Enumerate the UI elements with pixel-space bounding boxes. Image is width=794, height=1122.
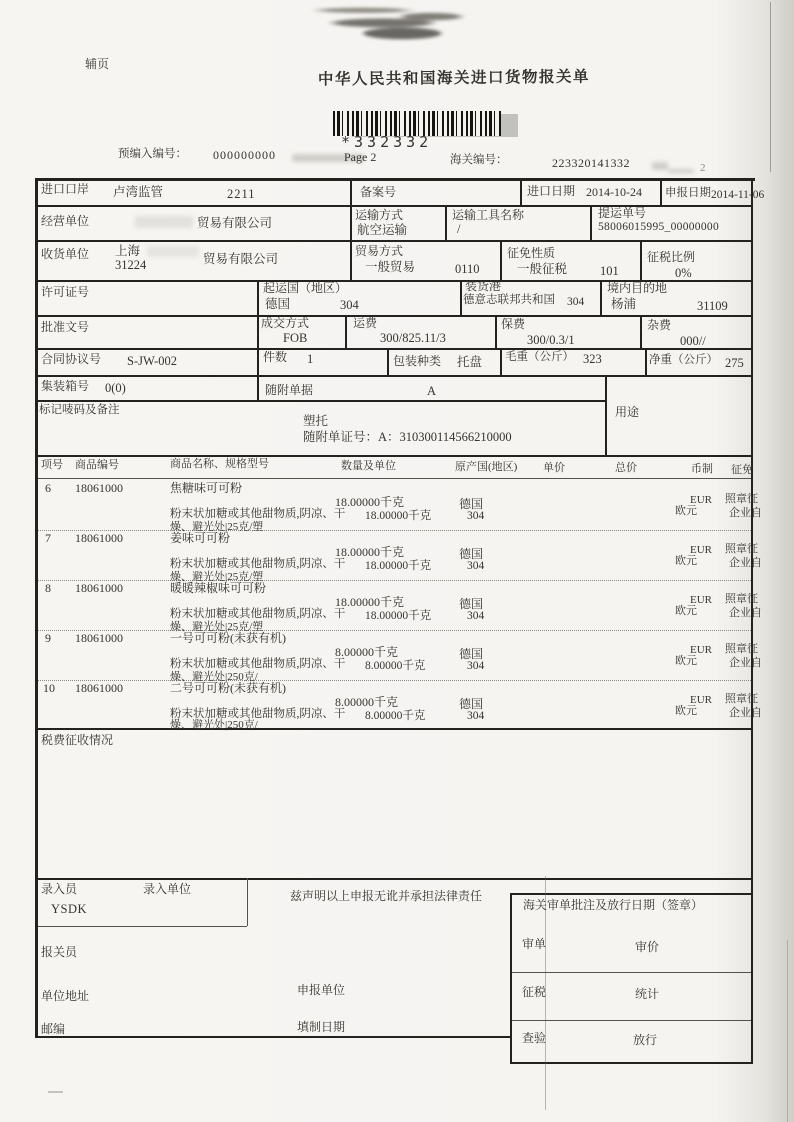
item-desc2: 燥、避光处|250克/ [170,671,258,683]
item-desc1: 粉末状加糖或其他甜物质,阴凉、干 [170,558,346,570]
item-origin: 德国 [459,497,484,511]
grid-line-h [35,240,753,242]
review-price-label: 审价 [635,940,660,954]
item-qty1: 18.00000千克 [335,545,405,559]
operator-label: 经营单位 [41,214,90,228]
gross-weight-label: 毛重（公斤） [505,351,574,363]
loading-port-code: 304 [567,296,585,308]
grid-line-v [495,315,497,348]
declare-unit-label: 申报单位 [297,983,346,997]
license-no-label: 许可证号 [41,285,90,299]
item-origin: 德国 [459,697,484,711]
customs-number-value: 223320141332 [552,156,630,170]
contract-no-value: S-JW-002 [127,354,177,368]
record-no-label: 备案号 [360,185,397,199]
grid-line-v [590,205,592,240]
item-origin-code: 304 [467,660,485,672]
item-currency-code: EUR [690,644,712,656]
grid-line-v [605,375,607,455]
container-no-value: 0(0) [105,381,126,395]
grid-line-h [510,1020,753,1021]
grid-line-h [35,455,753,457]
declare-date-label: 申报日期 [665,187,711,199]
transport-tool-value: / [457,222,461,236]
item-name: 姜味可可粉 [170,531,231,545]
grid-line-v [387,348,389,375]
trade-mode-value: 一般贸易 [365,260,416,274]
container-no-label: 集装箱号 [41,379,90,393]
scan-speck [48,1091,63,1093]
barcode-text: *332332 [341,133,433,151]
import-port-label: 进口口岸 [41,182,90,196]
transport-mode-label: 运输方式 [355,208,404,222]
redacted-name [135,216,193,228]
item-qty1: 18.00000千克 [335,595,405,609]
misc-fee-label: 杂费 [647,318,672,332]
scan-edge-line [787,940,788,1122]
item-code: 18061000 [75,481,123,495]
item-code: 18061000 [75,531,123,545]
item-origin-code: 304 [467,510,485,522]
declaration-statement: 兹声明以上申报无讹并承担法律责任 [290,889,483,903]
item-no: 10 [43,681,55,695]
grid-line-v [660,178,662,205]
corner-page-number: 2 [700,162,706,174]
attached-docs-value: A [427,384,437,398]
grid-line-v [247,878,248,926]
fill-date-label: 填制日期 [297,1020,346,1034]
pre-entry-number-value: 000000000 [213,148,276,162]
tax-section-label: 税费征收情况 [41,733,114,747]
col-name-spec: 商品名称、规格型号 [170,458,269,470]
packages-value: 1 [307,352,314,366]
review-doc-label: 审单 [522,937,547,951]
item-origin-code: 304 [467,560,485,572]
grid-line-h [35,1036,512,1038]
grid-line-h [510,893,753,895]
transport-mode-value: 航空运输 [357,223,408,237]
item-currency-name: 欧元 [675,505,697,517]
grid-line-v [500,348,502,375]
customs-review-box-title: 海关审单批注及放行日期（签章） [523,898,704,912]
gross-weight-value: 323 [583,352,602,366]
item-levy-line1: 照章征 [725,493,758,505]
departure-country-code: 304 [340,298,359,312]
loading-port-value: 德意志联邦共和国 [463,294,555,306]
item-name: 焦糖味可可粉 [170,481,243,495]
departure-country-label: 起运国（地区） [263,281,348,295]
package-type-value: 托盘 [457,355,483,369]
approval-no-label: 批准文号 [41,320,90,334]
tax-ratio-value: 0% [675,266,692,280]
pre-entry-number-label: 预编入编号： [118,148,187,160]
item-levy-line2: 企业自 [729,657,762,669]
item-desc1: 粉末状加糖或其他甜物质,阴凉、干 [170,608,346,620]
import-date-value: 2014-10-24 [586,185,642,199]
item-currency-name: 欧元 [675,555,697,567]
scan-fold-line [545,876,546,1110]
item-levy-line2: 企业自 [729,607,762,619]
redacted-name [147,246,199,257]
destination-value: 杨浦 [611,297,637,311]
item-desc2: 燥、避光处|25克/塑 [170,571,264,583]
item-currency-code: EUR [690,694,712,706]
item-separator [35,580,753,581]
item-no: 7 [45,531,51,545]
item-currency-code: EUR [690,594,712,606]
item-origin-code: 304 [467,710,485,722]
item-levy-line1: 照章征 [725,543,758,555]
grid-line-h [35,926,247,927]
grid-line-v [640,240,642,280]
misc-fee-value: 000// [680,334,706,348]
levy-nature-value: 一般征税 [517,262,568,276]
entry-clerk-value: YSDK [51,902,88,916]
item-separator [35,630,753,631]
postcode-label: 邮编 [41,1022,66,1036]
unit-address-label: 单位地址 [41,989,90,1003]
net-weight-label: 净重（公斤） [649,354,718,366]
declarant-label: 报关员 [41,945,78,959]
grid-line-h [35,178,755,181]
item-currency-name: 欧元 [675,655,697,667]
item-no: 9 [45,631,51,645]
grid-line-h [510,972,753,973]
grid-line-v [520,178,522,205]
grid-line-v [640,315,642,348]
grid-line-v [257,280,259,400]
insurance-value: 300/0.3/1 [527,333,575,347]
freight-label: 运费 [353,316,378,330]
import-port-value: 卢湾监管 [113,185,164,199]
faded-digits [652,162,668,170]
terms-value: FOB [283,331,308,345]
item-qty2: 18.00000千克 [365,510,432,522]
item-qty2: 18.00000千克 [365,610,432,622]
declaration-form [35,178,765,1064]
grid-line-v [500,240,502,280]
grid-line-v [645,348,647,375]
trade-mode-code: 0110 [455,262,480,276]
item-levy-line2: 企业自 [729,507,762,519]
inspect-cell-label: 查验 [522,1031,547,1045]
loading-port-label: 装货港 [465,279,502,293]
item-desc2: 燥、避光处|250克/ [170,719,258,731]
item-qty1: 8.00000千克 [335,695,399,709]
grid-line-v [460,280,462,315]
item-desc1: 粉末状加糖或其他甜物质,阴凉、干 [170,658,346,670]
destination-code: 31109 [697,299,728,313]
transport-tool-label: 运输工具名称 [452,208,525,222]
item-origin: 德国 [459,547,484,561]
item-code: 18061000 [75,581,123,595]
item-currency-code: EUR [690,544,712,556]
item-no: 8 [45,581,51,595]
entry-clerk-label: 录入员 [41,882,78,896]
item-desc2: 燥、避光处|25克/塑 [170,621,264,633]
item-currency-code: EUR [690,494,712,506]
consignee-value-line1: 上海 [115,244,141,258]
item-name: 一号可可粉(未获有机) [170,631,286,645]
stats-cell-label: 统计 [635,987,660,1001]
contract-no-label: 合同协议号 [41,352,102,366]
customs-number-label: 海关编号： [450,154,508,166]
item-desc1: 粉末状加糖或其他甜物质,阴凉、干 [170,508,346,520]
aux-page-label: 辅页 [85,57,110,71]
item-levy-line1: 照章征 [725,693,758,705]
item-desc2: 燥、避光处|25克/塑 [170,521,264,533]
bill-no-label: 提运单号 [598,206,647,220]
item-code: 18061000 [75,681,123,695]
item-currency-name: 欧元 [675,705,697,717]
item-levy-line2: 企业自 [729,707,762,719]
item-desc1: 粉末状加糖或其他甜物质,阴凉、干 [170,708,346,720]
grid-line-h [510,1062,753,1064]
departure-country-value: 德国 [265,297,291,311]
packages-label: 件数 [263,350,288,364]
col-origin: 原产国(地区) [455,461,518,473]
grid-line-v [751,178,753,1064]
col-unit-price: 单价 [543,462,565,474]
col-levy: 征免 [731,464,753,476]
import-port-code: 2211 [227,187,256,201]
attached-docs-label: 随附单据 [265,383,314,397]
usage-label: 用途 [615,405,640,419]
item-origin: 德国 [459,647,484,661]
item-origin: 德国 [459,597,484,611]
item-currency-name: 欧元 [675,605,697,617]
consignee-value-line2: 31224 [115,258,147,272]
grid-line-v [600,280,602,315]
scan-edge-line [770,2,771,172]
grid-line-v [345,315,347,348]
item-levy-line2: 企业自 [729,557,762,569]
freight-value: 300/825.11/3 [380,331,446,345]
item-code: 18061000 [75,631,123,645]
page-indicator: Page 2 [344,150,377,164]
tax-cell-label: 征税 [522,985,547,999]
item-separator [35,680,753,681]
item-qty2: 8.00000千克 [365,710,426,722]
grid-line-v [445,205,447,240]
levy-nature-label: 征免性质 [507,246,556,260]
item-separator [35,530,753,531]
declare-date-value: 2014-11-06 [711,189,765,201]
grid-line-h [35,375,753,377]
net-weight-value: 275 [725,356,744,370]
tax-ratio-label: 征税比例 [647,250,696,264]
grid-line-v [350,178,352,280]
grid-line-h [35,728,753,730]
item-no: 6 [45,481,51,495]
import-date-label: 进口日期 [527,184,576,198]
col-item-no: 项号 [41,459,63,471]
insurance-label: 保费 [501,317,526,331]
grid-line-v [35,178,38,1036]
item-levy-line1: 照章征 [725,643,758,655]
entry-unit-label: 录入单位 [143,882,192,896]
col-currency: 币制 [691,463,713,475]
release-cell-label: 放行 [633,1033,658,1047]
col-total: 总价 [615,462,637,474]
marks-line2: 随附单证号：A：310300114566210000 [303,430,512,444]
col-qty-unit: 数量及单位 [341,460,396,472]
trade-mode-label: 贸易方式 [355,244,404,258]
grid-line-h [35,878,753,880]
terms-label: 成交方式 [261,316,310,330]
grid-line-h [35,400,605,402]
ink-stamp-smudge [295,4,490,46]
bill-no-value: 58006015995_00000000 [598,221,719,233]
item-name: 暖暖辣椒味可可粉 [170,581,267,595]
levy-nature-code: 101 [600,264,619,278]
package-type-label: 包装种类 [393,354,442,368]
item-origin-code: 304 [467,610,485,622]
consignee-value-line3: 贸易有限公司 [203,252,279,266]
item-qty1: 18.00000千克 [335,495,405,509]
grid-line-h [35,315,753,317]
item-levy-line1: 照章征 [725,593,758,605]
operator-value: 贸易有限公司 [197,216,273,230]
faded-mark [668,169,694,173]
document-title: 中华人民共和国海关进口货物报关单 [317,68,591,89]
marks-notes-label: 标记唛码及备注 [39,404,120,416]
col-commodity-code: 商品编号 [75,459,119,471]
item-qty2: 18.00000千克 [365,560,432,572]
item-name: 二号可可粉(未获有机) [170,681,286,695]
consignee-label: 收货单位 [41,247,90,261]
grid-line-h [35,478,753,479]
item-qty1: 8.00000千克 [335,645,399,659]
item-qty2: 8.00000千克 [365,660,426,672]
destination-label: 境内目的地 [607,281,668,295]
marks-line1: 塑托 [303,414,329,428]
grid-line-v [510,893,512,1062]
